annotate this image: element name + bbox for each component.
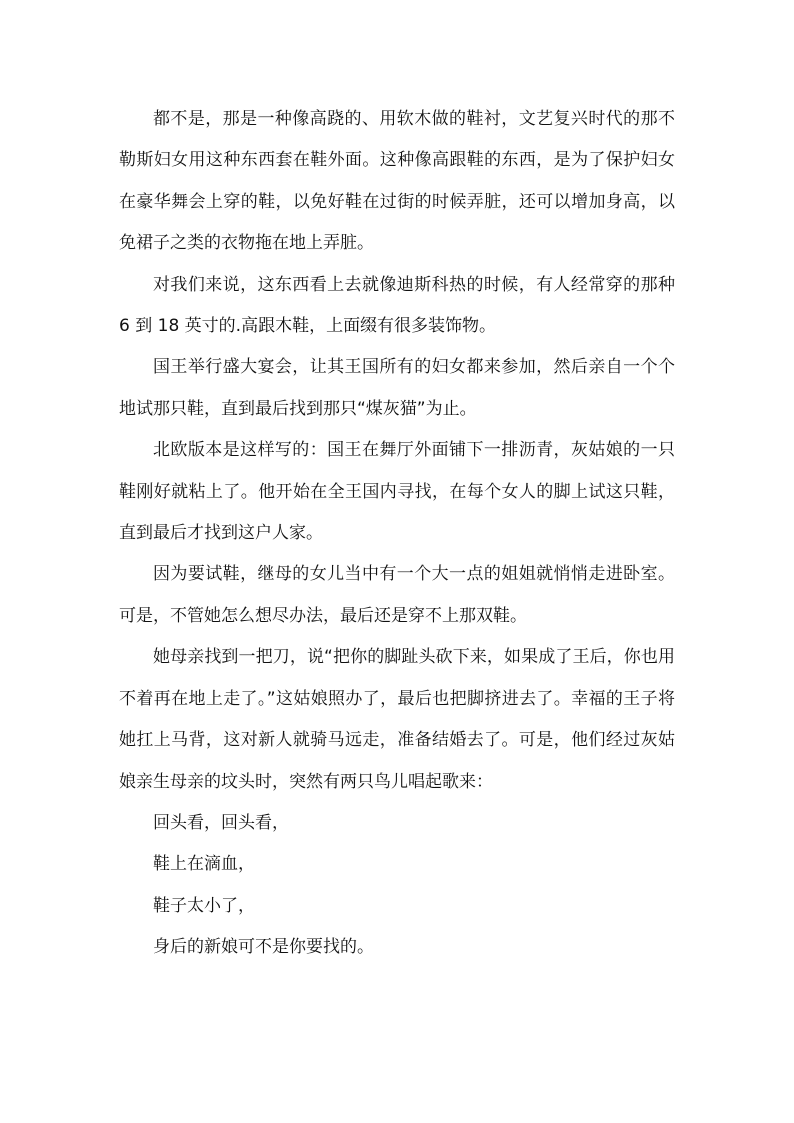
paragraph-nordic-version: 北欧版本是这样写的：国王在舞厅外面铺下一排沥青，灰姑娘的一只鞋刚好就粘上了。他开始在全王国内寻找，在每个女人的脚上试这只鞋，直到最后才找到这户人家。 [119, 440, 675, 544]
paragraph-king-banquet: 国王举行盛大宴会，让其王国所有的妇女都来参加，然后亲自一个个地试那只鞋，直到最后找到那只“煤灰猫”为止。 [119, 357, 675, 419]
poem-line-4: 身后的新娘可不是你要找的。 [153, 937, 374, 958]
poem-line-1: 回头看，回头看， [153, 812, 289, 833]
paragraph-mother-knife: 她母亲找到一把刀，说“把你的脚趾头砍下来，如果成了王后，你也用不着再在地上走了。”这姑娘照办了，最后也把脚挤进去了。幸福的王子将她扛上马背，这对新人就骑马远走，准备结婚去了。可是，他们经过灰姑娘亲生母亲的坟头时，突然有两只鸟儿唱起歌来： [119, 647, 675, 792]
paragraph-stepsister-tries-shoe: 因为要试鞋，继母的女儿当中有一个大一点的姐姐就悄悄走进卧室。可是，不管她怎么想尽办法，最后还是穿不上那双鞋。 [119, 564, 675, 626]
poem-line-3: 鞋子太小了， [153, 895, 255, 916]
paragraph-chopine-description: 都不是，那是一种像高跷的、用软木做的鞋衬，文艺复兴时代的那不勒斯妇女用这种东西套在鞋外面。这种像高跟鞋的东西，是为了保护妇女在豪华舞会上穿的鞋，以免好鞋在过街的时候弄脏，还可以增加身高，以免裙子之类的衣物拖在地上弄脏。 [119, 109, 675, 254]
document-body [119, 99, 675, 969]
poem-line-2: 鞋上在滴血， [153, 854, 255, 875]
paragraph-disco-comparison: 对我们来说，这东西看上去就像迪斯科热的时候，有人经常穿的那种 6 到 18 英寸的.高跟木鞋，上面缀有很多装饰物。 [119, 274, 675, 337]
